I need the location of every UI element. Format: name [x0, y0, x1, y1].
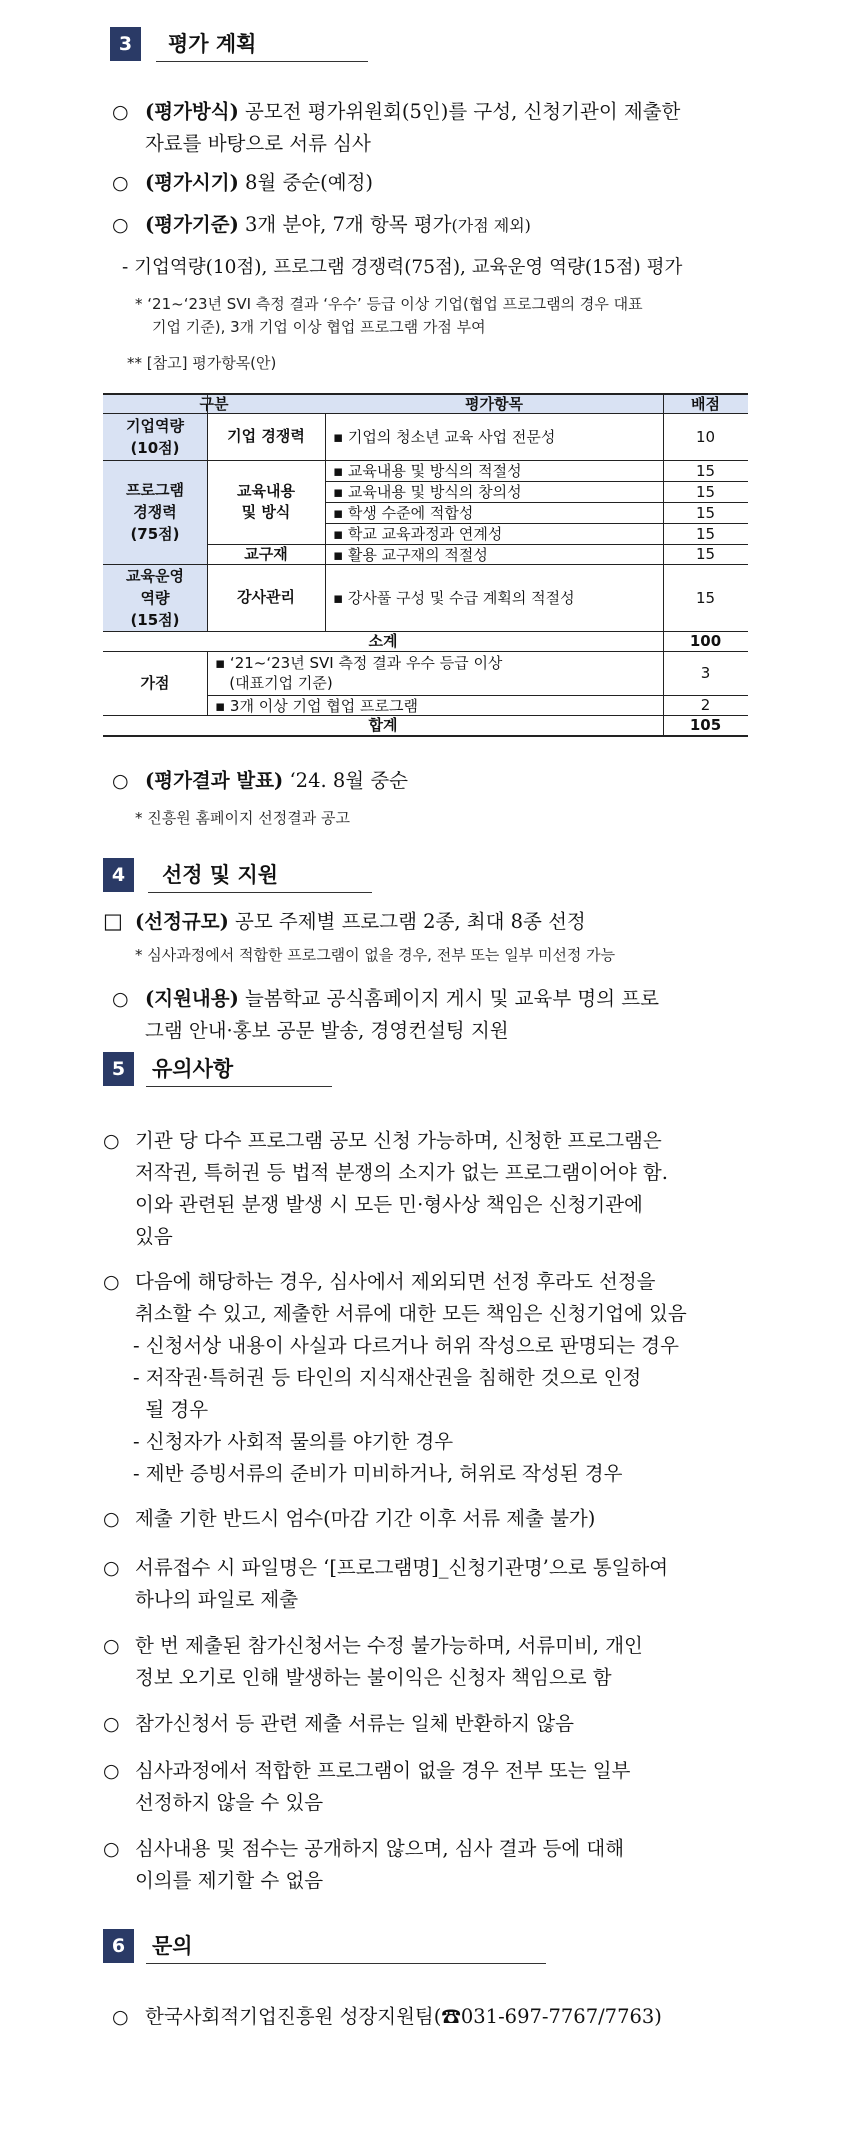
paragraph: 자료를 바탕으로 서류 심사 [145, 132, 371, 155]
paragraph: (평가시기) 8월 중순(예정) [145, 171, 374, 194]
circle-bullet-icon: ○ [112, 770, 129, 792]
section-title: 평가 계획 [156, 27, 368, 62]
circle-bullet-icon: ○ [103, 1760, 120, 1782]
table-item: ▪ 강사풀 구성 및 수급 계획의 적절성 [333, 589, 575, 607]
sub-item: - 신청자가 사회적 물의를 야기한 경우 [133, 1430, 454, 1453]
circle-bullet-icon: ○ [103, 1838, 120, 1860]
table-item: ▪ 교육내용 및 방식의 적절성 [333, 462, 522, 480]
sub-item: - 저작권·특허권 등 타인의 지식재산권을 침해한 것으로 인정 [133, 1366, 642, 1389]
paragraph: 서류접수 시 파일명은 ‘[프로그램명]_신청기관명’으로 통일하여 [135, 1556, 669, 1579]
subtotal-label: 소계 [368, 631, 398, 650]
note: ** [참고] 평가항목(안) [127, 354, 277, 372]
table-score: 15 [695, 588, 716, 607]
circle-bullet-icon: ○ [103, 1713, 120, 1735]
circle-bullet-icon: ○ [103, 1557, 120, 1579]
group-label: 프로그램 경쟁력 (75점) [103, 460, 207, 564]
paragraph: (지원내용) 늘봄학교 공식홈페이지 게시 및 교육부 명의 프로 [145, 987, 659, 1010]
table-score: 15 [695, 524, 716, 543]
subtotal-value: 100 [689, 632, 722, 650]
sub-item: - 신청서상 내용이 사실과 다르거나 허위 작성으로 판명되는 경우 [133, 1334, 679, 1357]
table-item: ▪ 기업의 청소년 교육 사업 전문성 [333, 428, 556, 446]
circle-bullet-icon: ○ [112, 101, 129, 123]
table-item: ▪ 학교 교육과정과 연계성 [333, 525, 503, 543]
section-number: 5 [103, 1052, 134, 1086]
table-item: ▪ 학생 수준에 적합성 [333, 504, 474, 522]
bonus-label: 가점 [140, 673, 170, 692]
paragraph: 선정하지 않을 수 있음 [135, 1791, 324, 1814]
circle-bullet-icon: ○ [103, 1508, 120, 1530]
paragraph: 다음에 해당하는 경우, 심사에서 제외되면 선정 후라도 선정을 [135, 1270, 656, 1293]
paragraph: 이의를 제기할 수 없음 [135, 1869, 324, 1892]
paragraph: 저작권, 특허권 등 법적 분쟁의 소지가 없는 프로그램이어야 함. [135, 1161, 668, 1184]
table-score: 15 [695, 482, 716, 501]
sub-item: - 기업역량(10점), 프로그램 경쟁력(75점), 교육운영 역량(15점) 평가 [122, 257, 683, 278]
table-score: 15 [695, 461, 716, 480]
table-item: ▪ 3개 이상 기업 협업 프로그램 [215, 696, 418, 715]
square-bullet-icon: □ [103, 909, 123, 933]
header-item: 평가항목 [325, 393, 663, 413]
note: * 심사과정에서 적합한 프로그램이 없을 경우, 전부 또는 일부 미선정 가능 [135, 946, 616, 964]
paragraph: 제출 기한 반드시 엄수(마감 기간 이후 서류 제출 불가) [135, 1507, 596, 1530]
section-number: 4 [103, 858, 134, 892]
circle-bullet-icon: ○ [112, 172, 129, 194]
circle-bullet-icon: ○ [103, 1271, 120, 1293]
table-score: 15 [695, 545, 716, 563]
subgroup-label: 교구재 [244, 544, 288, 563]
paragraph: 참가신청서 등 관련 제출 서류는 일체 반환하지 않음 [135, 1712, 574, 1735]
section-number: 3 [110, 27, 141, 61]
section-title: 선정 및 지원 [148, 858, 372, 893]
table-score: 2 [700, 696, 711, 714]
table-item: ▪ 활용 교구재의 적절성 [333, 545, 488, 564]
paragraph: 이와 관련된 분쟁 발생 시 모든 민·형사상 책임은 신청기관에 [135, 1193, 643, 1216]
evaluation-table [103, 393, 748, 747]
subgroup-label: 교육내용 및 방식 [237, 482, 295, 521]
paragraph: 심사과정에서 적합한 프로그램이 없을 경우 전부 또는 일부 [135, 1759, 631, 1782]
paragraph: (평가방식) 공모전 평가위원회(5인)를 구성, 신청기관이 제출한 [145, 100, 681, 123]
paragraph: 정보 오기로 인해 발생하는 불이익은 신청자 책임으로 함 [135, 1666, 612, 1689]
subgroup-label: 강사관리 [237, 588, 295, 606]
sub-item: - 제반 증빙서류의 준비가 미비하거나, 허위로 작성된 경우 [133, 1462, 623, 1485]
table-score: 15 [695, 503, 716, 522]
note: * ‘21~‘23년 SVI 측정 결과 ‘우수’ 등급 이상 기업(협업 프로그램의 경우 대표 [135, 295, 643, 313]
circle-bullet-icon: ○ [112, 2006, 129, 2028]
total-label: 합계 [368, 715, 398, 734]
group-label: 교육운영 역량 (15점) [103, 564, 207, 631]
note: 기업 기준), 3개 기업 이상 협업 프로그램 가점 부여 [152, 318, 486, 336]
table-item: ▪ 교육내용 및 방식의 창의성 [333, 483, 522, 501]
paragraph: 한 번 제출된 참가신청서는 수정 불가능하며, 서류미비, 개인 [135, 1634, 643, 1657]
paragraph: 있음 [135, 1225, 173, 1248]
paragraph: 하나의 파일로 제출 [135, 1588, 299, 1611]
paragraph: (선정규모) 공모 주제별 프로그램 2종, 최대 8종 선정 [135, 910, 586, 933]
group-label: 기업역량 (10점) [103, 413, 207, 460]
subgroup-label: 기업 경쟁력 [227, 427, 305, 445]
note: * 진흥원 홈페이지 선정결과 공고 [135, 809, 350, 827]
paragraph: 기관 당 다수 프로그램 공모 신청 가능하며, 신청한 프로그램은 [135, 1129, 662, 1152]
table-item: ▪ ‘21~‘23년 SVI 측정 결과 우수 등급 이상 (대표기업 기준) [215, 654, 503, 692]
contact-info: 한국사회적기업진흥원 성장지원팀(☎031-697-7767/7763) [145, 2005, 662, 2028]
header-score: 배점 [663, 393, 748, 413]
sub-item: 될 경우 [133, 1398, 209, 1421]
paragraph: 심사내용 및 점수는 공개하지 않으며, 심사 결과 등에 대해 [135, 1837, 625, 1860]
table-score: 3 [700, 664, 711, 682]
circle-bullet-icon: ○ [103, 1130, 120, 1152]
table-score: 10 [695, 427, 716, 446]
circle-bullet-icon: ○ [103, 1635, 120, 1657]
circle-bullet-icon: ○ [112, 988, 129, 1010]
section-title: 문의 [146, 1929, 546, 1964]
paragraph: 취소할 수 있고, 제출한 서류에 대한 모든 책임은 신청기업에 있음 [135, 1302, 687, 1325]
paragraph: (평가결과 발표) ‘24. 8월 중순 [145, 769, 408, 792]
section-title: 유의사항 [146, 1052, 332, 1087]
paragraph: (평가기준) 3개 분야, 7개 항목 평가(가점 제외) [145, 213, 531, 236]
total-value: 105 [689, 716, 722, 734]
paragraph: 그램 안내·홍보 공문 발송, 경영컨설팅 지원 [145, 1019, 509, 1042]
section-number: 6 [103, 1929, 134, 1963]
header-group: 구분 [103, 393, 325, 413]
circle-bullet-icon: ○ [112, 214, 129, 236]
